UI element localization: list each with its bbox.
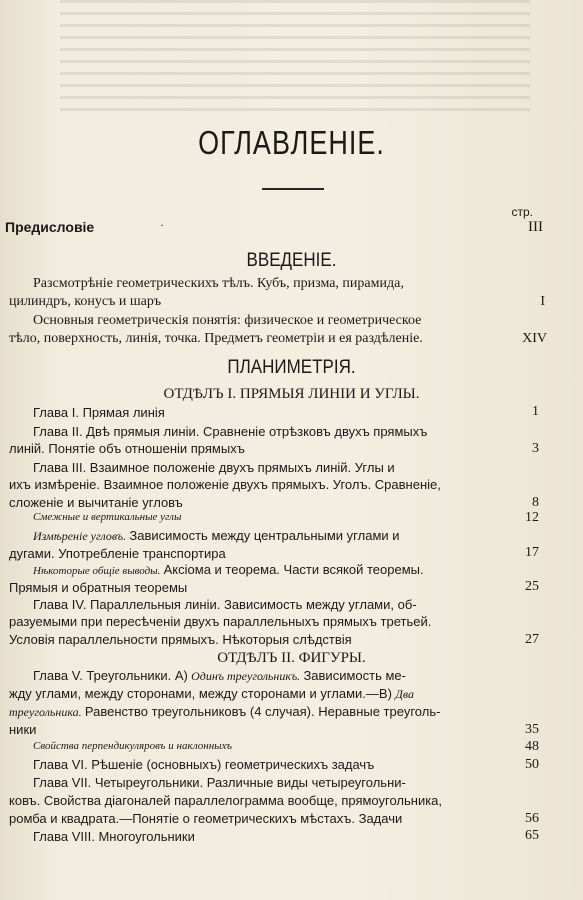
subsection-general-conclusions-page: 25 bbox=[525, 579, 539, 594]
planimetry-heading: ПЛАНИМЕТРІЯ. bbox=[227, 355, 356, 378]
chapter-5-one-triangle: Одинъ треугольникъ. bbox=[191, 669, 301, 683]
chapter-4-line-1: Глава IV. Параллельныя линіи. Зависимость между углами, об- bbox=[33, 597, 417, 612]
subsection-general-conclusions-lead: Нѣкоторые общіе выводы. bbox=[33, 565, 161, 577]
preface-dots: · bbox=[160, 218, 164, 232]
chapter-5-two: Два bbox=[395, 687, 414, 701]
chapter-5-line-1 bbox=[33, 668, 406, 684]
chapter-3-line-2: ихъ измѣреніе. Взаимное положеніе двухъ прямыхъ. Уголъ. Сравненіе, bbox=[9, 477, 441, 492]
subsection-general-conclusions-rest: Аксіома и теорема. Части всякой теоремы. bbox=[163, 562, 424, 577]
chapter-4-line-2: разуемыми при пересѣченіи двухъ параллельныхъ прямыхъ третьей. bbox=[9, 614, 432, 629]
chapter-5-line-4: ники bbox=[9, 722, 37, 737]
bleed-through-text bbox=[60, 0, 530, 120]
subsection-general-conclusions-line-2: Прямыя и обратныя теоремы bbox=[9, 580, 188, 595]
chapter-2-line-1: Глава II. Двѣ прямыя линіи. Сравненіе отрѣзковъ двухъ прямыхъ bbox=[33, 424, 428, 439]
section-2-heading: ОТДѢЛЪ II. ФИГУРЫ. bbox=[217, 650, 366, 666]
intro-item-1-line-1: Разсмотрѣніе геометрическихъ тѣлъ. Кубъ, призма, пирамида, bbox=[33, 276, 404, 291]
chapter-3-page: 8 bbox=[532, 495, 539, 510]
subsection-perpendiculars-page: 48 bbox=[525, 739, 539, 754]
intro-heading: ВВЕДЕНІЕ. bbox=[246, 248, 337, 271]
subsection-adjacent-angles: Смежные и вертикальные углы bbox=[33, 511, 182, 523]
page-column-header: стр. bbox=[511, 205, 533, 219]
preface-label: Предисловіе bbox=[5, 219, 95, 235]
chapter-3-line-1: Глава III. Взаимное положеніе двухъ прямыхъ линій. Углы и bbox=[33, 460, 395, 475]
chapter-2-page: 3 bbox=[532, 441, 539, 456]
subsection-general-conclusions-line-1 bbox=[33, 562, 424, 578]
chapter-5-lead: Глава V. Треугольники. А) bbox=[33, 668, 188, 683]
chapter-5-line-3 bbox=[9, 704, 440, 720]
chapter-7-line-2: ковъ. Свойства діагоналей параллелограмма вообще, прямоугольника, bbox=[9, 793, 443, 808]
preface-page: III bbox=[528, 219, 543, 235]
chapter-5-line-1-rest: Зависимость ме- bbox=[303, 668, 406, 683]
chapter-5-line-2-text: жду углами, между сторонами, между сторонами и углами.—В) bbox=[9, 686, 392, 701]
chapter-5-page: 35 bbox=[525, 722, 539, 737]
intro-item-2-line-2: тѣло, поверхность, линія, точка. Предметъ геометріи и ея раздѣленіе. bbox=[9, 331, 423, 346]
chapter-5-line-2 bbox=[9, 686, 414, 702]
subsection-adjacent-angles-page: 12 bbox=[525, 510, 539, 525]
chapter-7-page: 56 bbox=[525, 811, 539, 826]
intro-item-2-page: XIV bbox=[522, 331, 547, 346]
intro-item-1-line-2: цилиндръ, конусъ и шаръ bbox=[9, 294, 162, 309]
page-title: ОГЛАВЛЕНІЕ. bbox=[198, 124, 385, 162]
section-1-heading: ОТДѢЛЪ I. ПРЯМЫЯ ЛИНІИ И УГЛЫ. bbox=[163, 386, 420, 402]
chapter-2-line-2: линій. Понятіе объ отношеніи прямыхъ bbox=[9, 441, 245, 456]
subsection-perpendiculars: Свойства перпендикуляровъ и наклонныхъ bbox=[33, 740, 232, 752]
subsection-angle-measure-lead: Измѣреніе угловъ. bbox=[33, 529, 127, 543]
chapter-6-page: 50 bbox=[525, 757, 539, 772]
subsection-angle-measure-page: 17 bbox=[525, 545, 539, 560]
chapter-1-page: 1 bbox=[532, 404, 539, 419]
chapter-1-line: Глава I. Прямая линія bbox=[33, 405, 165, 420]
chapter-5-line-3-rest: Равенство треугольниковъ (4 случая). Неравные треуголь- bbox=[84, 704, 441, 719]
chapter-4-page: 27 bbox=[525, 632, 539, 647]
chapter-4-line-3: Условія параллельности прямыхъ. Нѣкоторыя слѣдствія bbox=[9, 632, 352, 647]
intro-item-2-line-1: Основныя геометрическія понятія: физическое и геометрическое bbox=[33, 313, 422, 328]
intro-item-1-page: I bbox=[540, 294, 545, 309]
title-rule bbox=[262, 188, 324, 190]
chapter-7-line-3: ромба и квадрата.—Понятіе о геометрическихъ мѣстахъ. Задачи bbox=[9, 811, 403, 826]
chapter-6-line: Глава VI. Рѣшеніе (основныхъ) геометрическихъ задачъ bbox=[33, 757, 375, 772]
subsection-angle-measure-rest: Зависимость между центральными углами и bbox=[129, 528, 400, 543]
subsection-angle-measure-line-2: дугами. Употребленіе транспортира bbox=[9, 546, 226, 561]
chapter-8-line: Глава VIII. Многоугольники bbox=[33, 829, 195, 844]
chapter-8-page: 65 bbox=[525, 828, 539, 843]
chapter-3-line-3: сложеніе и вычитаніе угловъ bbox=[9, 495, 183, 510]
subsection-angle-measure-line-1 bbox=[33, 528, 400, 544]
chapter-7-line-1: Глава VII. Четыреугольники. Различные виды четыреугольни- bbox=[33, 775, 406, 790]
chapter-5-triangles: треугольника. bbox=[9, 705, 82, 719]
